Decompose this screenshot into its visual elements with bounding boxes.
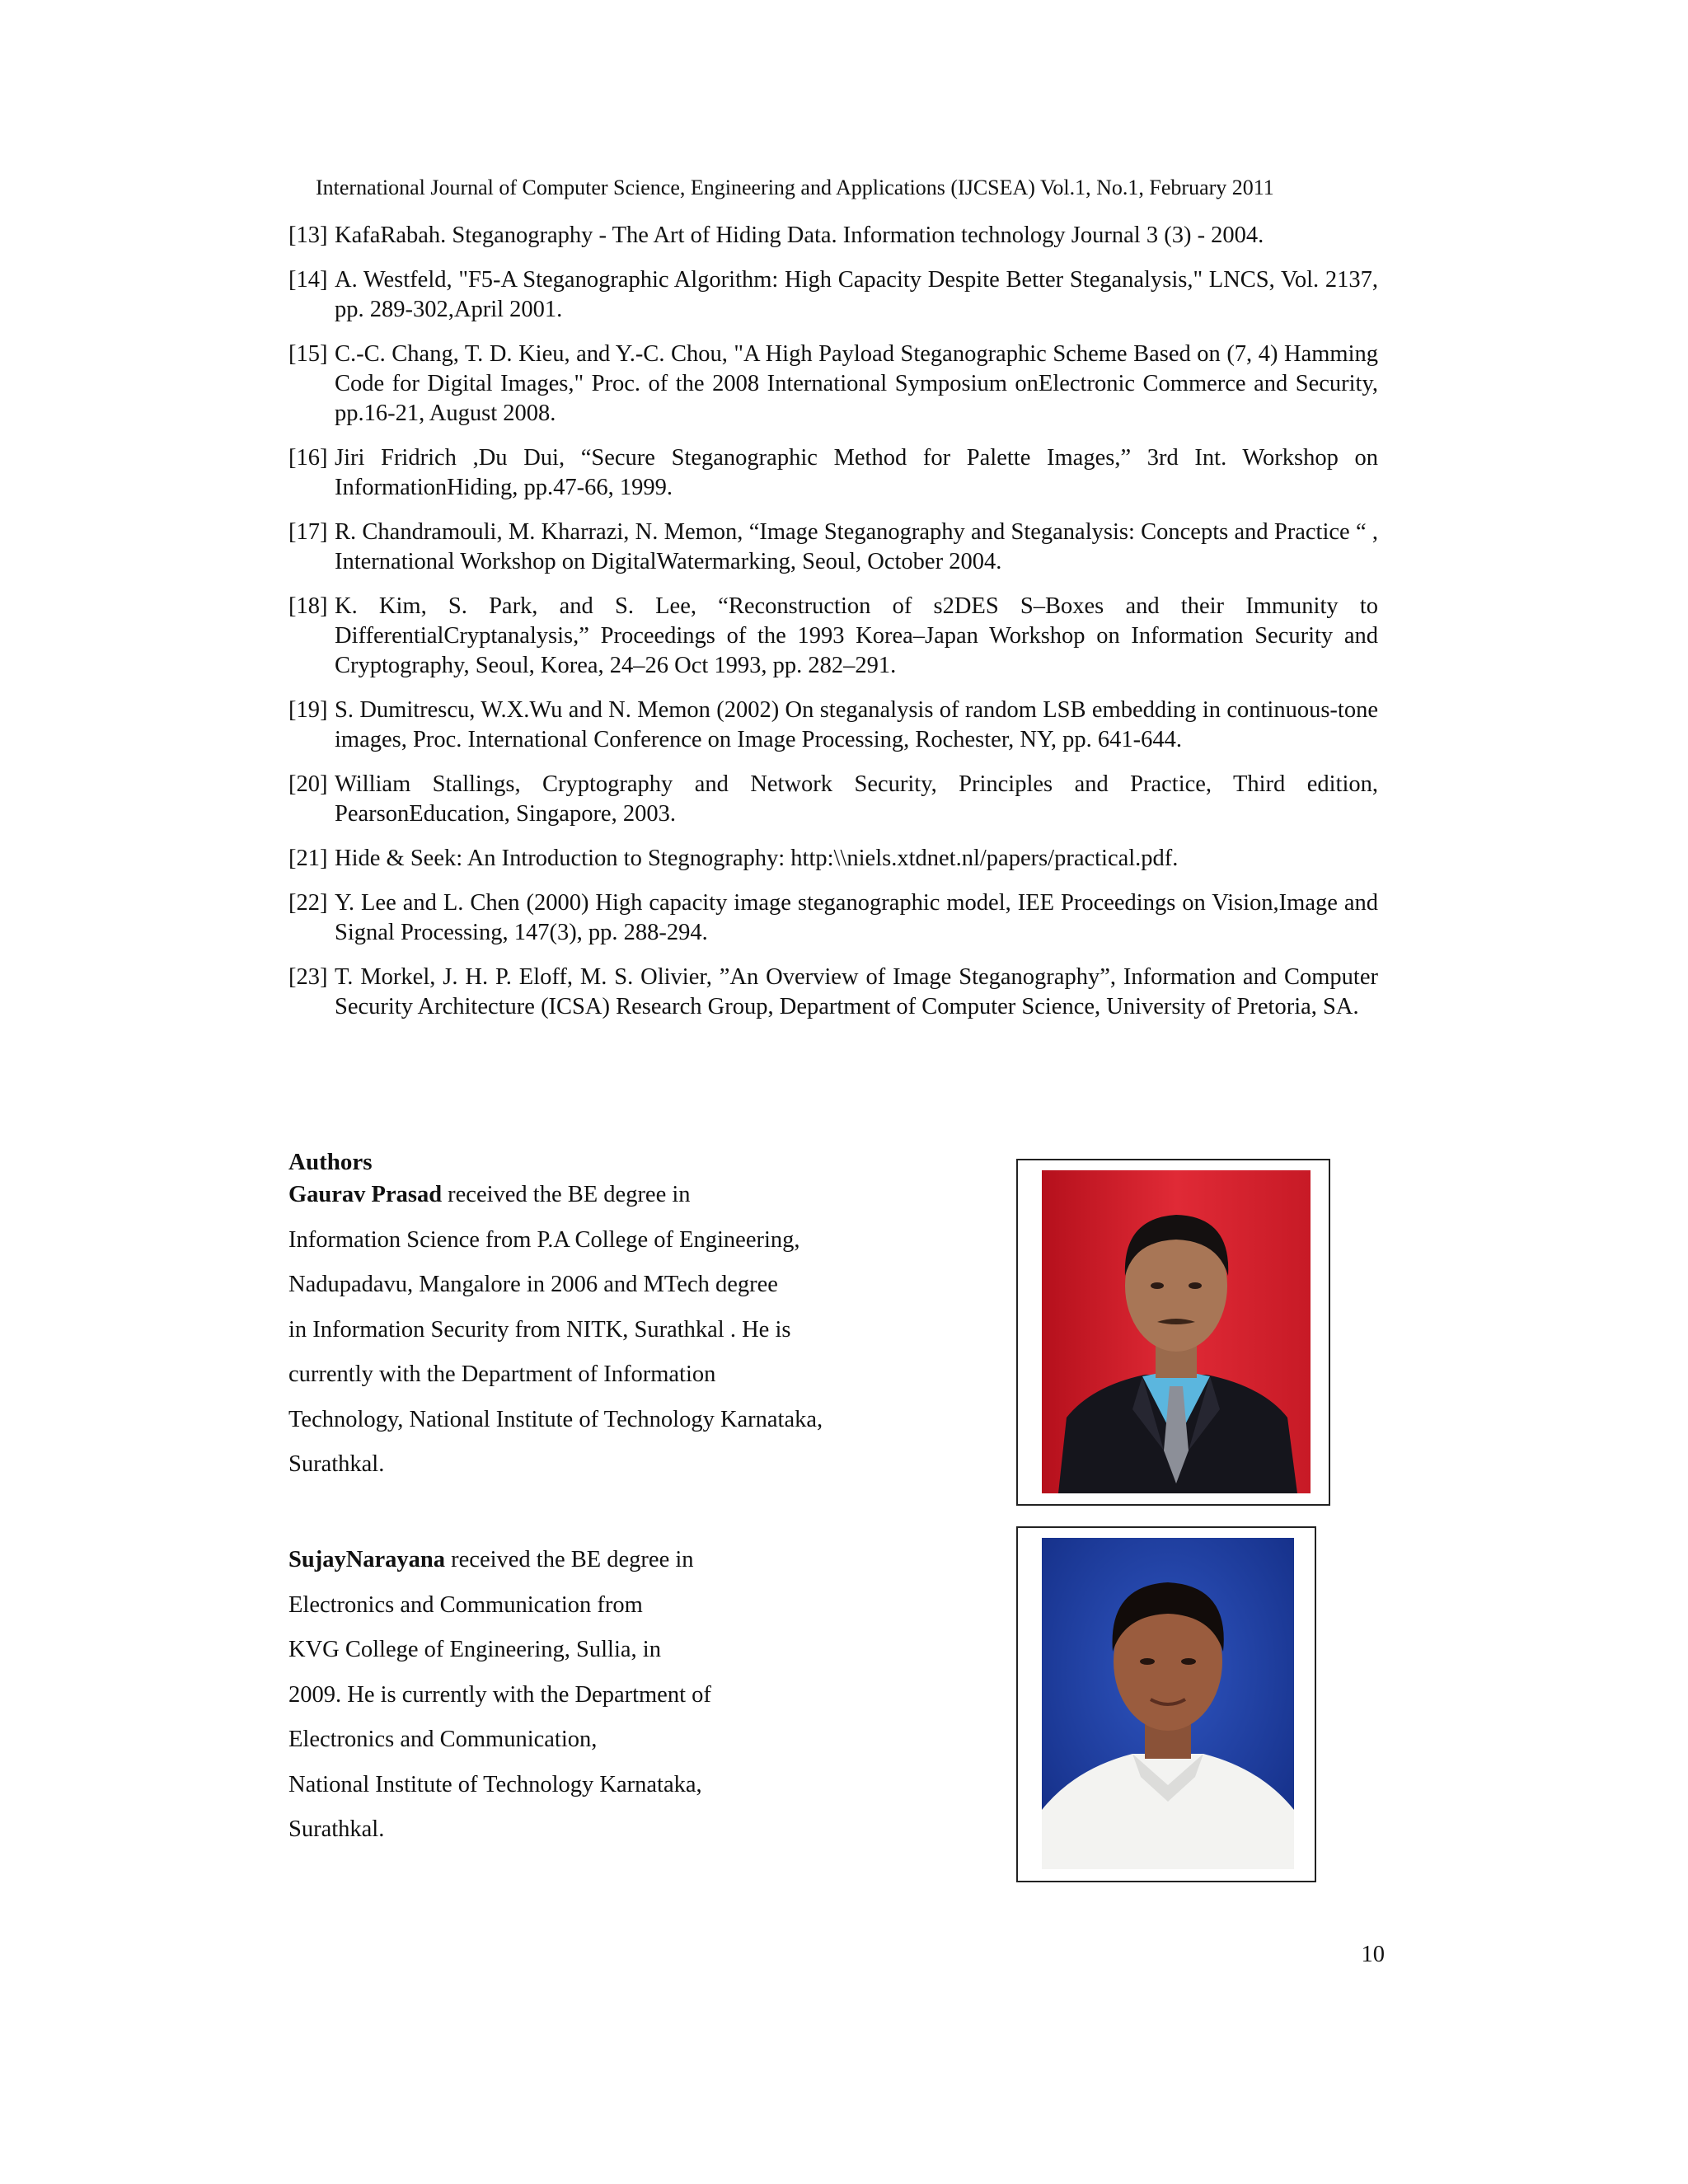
reference-number: [22]: [288, 890, 328, 916]
bio-line: [288, 1538, 964, 1583]
reference-item: [288, 696, 1378, 755]
reference-item: [288, 265, 1378, 325]
reference-text: Hide & Seek: An Introduction to Stegnography: http:\\niels.xtdnet.nl/papers/practical.pdf.: [335, 846, 1179, 871]
reference-item: [288, 340, 1378, 429]
bio-line: Electronics and Communication,: [288, 1727, 598, 1752]
reference-item: [288, 963, 1378, 1022]
bio-text: received the BE degree in: [442, 1182, 691, 1207]
bio-line: Surathkal.: [288, 1451, 385, 1477]
reference-number: [19]: [288, 697, 328, 723]
running-header: International Journal of Computer Science, Engineering and Applications (IJCSEA) Vol.1, No.1, February 2011: [316, 176, 1274, 199]
reference-list: [288, 221, 1378, 1037]
reference-item: [288, 844, 1378, 874]
reference-text: T. Morkel, J. H. P. Eloff, M. S. Olivier, ”An Overview of Image Steganography”, Information and Computer Security Architecture (ICSA) Research Group, Department of Computer Science, University of Pretoria, SA.: [335, 964, 1378, 1019]
reference-text: Jiri Fridrich ,Du Dui, “Secure Steganographic Method for Palette Images,” 3rd Int. Workshop on InformationHiding, pp.47-66, 1999.: [335, 445, 1378, 500]
reference-number: [18]: [288, 593, 328, 619]
bio-line: Surathkal.: [288, 1816, 385, 1842]
author-name: SujayNarayana: [288, 1547, 446, 1572]
eye-shape: [1140, 1658, 1155, 1665]
bio-line: 2009. He is currently with the Department of: [288, 1681, 711, 1708]
reference-item: [288, 518, 1378, 577]
reference-number: [23]: [288, 964, 328, 990]
reference-number: [20]: [288, 771, 328, 797]
reference-item: [288, 221, 1378, 251]
bio-line: currently with the Department of Information: [288, 1361, 716, 1387]
bio-line: Nadupadavu, Mangalore in 2006 and MTech degree: [288, 1272, 778, 1297]
author-photo-1-frame: [1016, 1159, 1330, 1506]
eye-shape: [1189, 1282, 1202, 1289]
reference-text: William Stallings, Cryptography and Network Security, Principles and Practice, Third edition, PearsonEducation, Singapore, 2003.: [335, 771, 1378, 827]
reference-text: S. Dumitrescu, W.X.Wu and N. Memon (2002) On steganalysis of random LSB embedding in continuous-tone images, Proc. International Conference on Image Processing, Rochester, NY, pp. 641-644.: [335, 697, 1378, 752]
reference-text: A. Westfeld, "F5-A Steganographic Algorithm: High Capacity Despite Better Steganalysis," LNCS, Vol. 2137, pp. 289-302,April 2001.: [335, 267, 1378, 322]
bio-line: KVG College of Engineering, Sullia, in: [288, 1637, 661, 1662]
author-photo-2-frame: [1016, 1526, 1316, 1882]
bio-line: Electronics and Communication from: [288, 1591, 643, 1618]
reference-number: [16]: [288, 445, 328, 471]
reference-number: [13]: [288, 223, 328, 248]
reference-text: R. Chandramouli, M. Kharrazi, N. Memon, “Image Steganography and Steganalysis: Concepts and Practice “ , International Workshop on DigitalWatermarking, Seoul, October 2004.: [335, 519, 1378, 574]
author-photo-1: [1042, 1170, 1311, 1493]
reference-number: [15]: [288, 341, 328, 367]
reference-text: KafaRabah. Steganography - The Art of Hiding Data. Information technology Journal 3 (3) - 2004.: [335, 223, 1264, 248]
authors-heading: Authors: [288, 1149, 373, 1175]
reference-number: [21]: [288, 846, 328, 871]
page-number: 10: [1361, 1942, 1385, 1967]
bio-line: in Information Security from NITK, Surathkal . He is: [288, 1316, 791, 1343]
bio-line: National Institute of Technology Karnataka,: [288, 1771, 702, 1797]
reference-number: [14]: [288, 267, 328, 293]
bio-line: Information Science from P.A College of Engineering,: [288, 1226, 800, 1253]
eye-shape: [1151, 1282, 1164, 1289]
author-name: Gaurav Prasad: [288, 1182, 443, 1207]
reference-text: Y. Lee and L. Chen (2000) High capacity image steganographic model, IEE Proceedings on Vision,Image and Signal Processing, 147(3), pp. 288-294.: [335, 890, 1378, 945]
bio-text: received the BE degree in: [445, 1547, 694, 1572]
reference-number: [17]: [288, 519, 328, 545]
reference-item: [288, 770, 1378, 829]
author-bio-2: [288, 1538, 964, 1853]
reference-text: K. Kim, S. Park, and S. Lee, “Reconstruction of s2DES S–Boxes and their Immunity to DifferentialCryptanalysis,” Proceedings of the 1993 Korea–Japan Workshop on Information Security and Cryptography, Seoul, Korea, 24–26 Oct 1993, pp. 282–291.: [335, 593, 1378, 678]
reference-item: [288, 592, 1378, 681]
author-photo-2: [1042, 1538, 1294, 1869]
reference-item: [288, 888, 1378, 948]
reference-item: [288, 443, 1378, 503]
author-bio-1: [288, 1173, 964, 1488]
bio-line: [288, 1173, 964, 1218]
reference-text: C.-C. Chang, T. D. Kieu, and Y.-C. Chou, "A High Payload Steganographic Scheme Based on (7, 4) Hamming Code for Digital Images," Proc. of the 2008 International Symposium onElectronic Commerce and Security, pp.16-21, August 2008.: [335, 341, 1378, 426]
bio-line: Technology, National Institute of Technology Karnataka,: [288, 1406, 823, 1432]
eye-shape: [1181, 1658, 1196, 1665]
